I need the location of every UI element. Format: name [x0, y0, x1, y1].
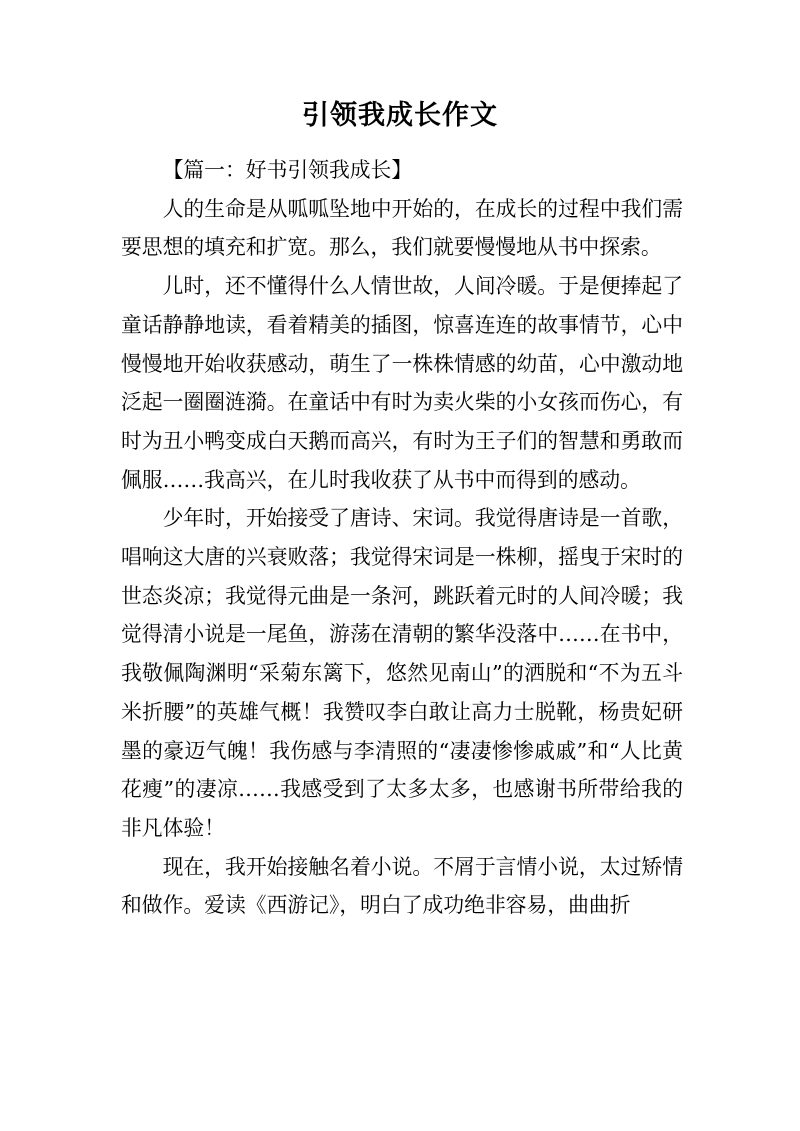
paragraph-1: 人的生命是从呱呱坠地中开始的，在成长的过程中我们需要思想的填充和扩宽。那么，我们就要慢慢地从书中探索。	[121, 196, 683, 260]
section-heading: 【篇一：好书引领我成长】	[162, 158, 413, 182]
paragraph-2: 儿时，还不懂得什么人情世故，人间冷暖。于是便捧起了童话静静地读，看着精美的插图，惊喜连连的故事情节，心中慢慢地开始收获感动，萌生了一株株情感的幼苗，心中激动地泛起一圈圈涟漪。在童话中有时为卖火柴的小女孩而伤心，有时为丑小鸭变成白天鹅而高兴，有时为王子们的智慧和勇敢而佩服……我高兴，在儿时我收获了从书中而得到的感动。	[121, 274, 683, 492]
document-body	[121, 151, 683, 925]
document-title: 引领我成长作文	[302, 100, 498, 131]
paragraph-4: 现在，我开始接触名着小说。不屑于言情小说，太过矫情和做作。爱读《西游记》，明白了成功绝非容易，曲曲折	[121, 854, 683, 918]
paragraph-3: 少年时，开始接受了唐诗、宋词。我觉得唐诗是一首歌，唱响这大唐的兴衰败落；我觉得宋词是一株柳，摇曳于宋时的世态炎凉；我觉得元曲是一条河，跳跃着元时的人间冷暖；我觉得清小说是一尾鱼，游荡在清朝的繁华没落中……在书中，我敬佩陶渊明“采菊东篱下，悠然见南山”的洒脱和“不为五斗米折腰”的英雄气概！我赞叹李白敢让高力士脱靴，杨贵妃研墨的豪迈气魄！我伤感与李清照的“凄凄惨惨戚戚”和“人比黄花瘦”的凄凉……我感受到了太多太多，也感谢书所带给我的非凡体验！	[121, 506, 683, 840]
